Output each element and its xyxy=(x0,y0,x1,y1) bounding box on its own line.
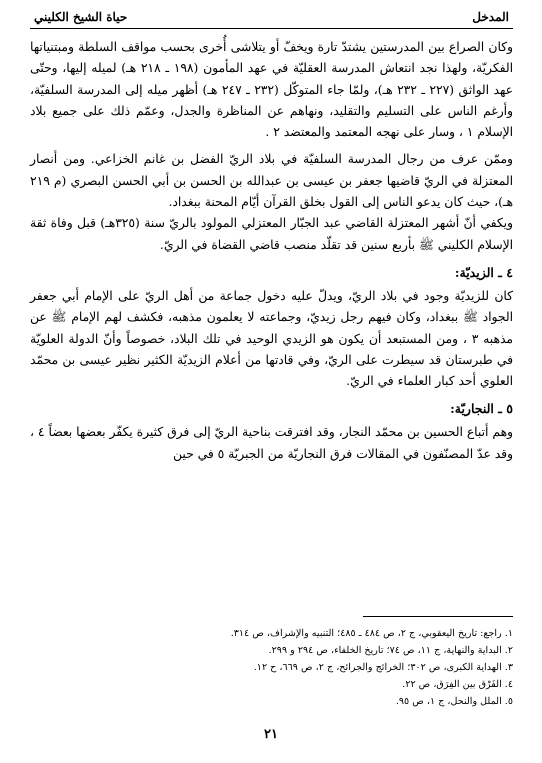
footnote: ٢. البداية والنهاية، ج ١١، ص ٧٤؛ تاريخ الخلفاء، ص ٢٩٤ و ٢٩٩. xyxy=(268,645,513,656)
footnote: ٣. الهداية الكبرى، ص ٣٠٢؛ الخرائج والجرائح، ج ٢، ص ٦٦٩، ح ١٢. xyxy=(253,662,513,673)
paragraph: وكان الصراع بين المدرستين يشتدّ تارة ويخفّ أو يتلاشى أُخرى بحسب مواقف السلطة ومبتنياتها الفكريّة، ولهذا نجد انتعاش المدرسة العقليّة في عهد المأمون (١٩٨ ـ ٢١٨ هـ) لميله إليها، وحتّى عهد الواثق (٢٢٧ ـ ٢٣٢ هـ)، ولمّا جاء المتوكّل (٢٣٢ ـ ٢٤٧ هـ) أظهر ميله إلى المدرسة السلفيّة، وأرغم الناس على التسليم والتقليد، ونهاهم عن المناظرة والجدل، وعمّم ذلك على جميع بلاد الإسلام ١ ، وسار على نهجه المعتمد والمعتضد ٢ . xyxy=(30,40,513,140)
section-heading-zaydiyya: ٤ ـ الزيديّة: xyxy=(454,264,513,280)
page-number: ٢١ xyxy=(264,727,278,742)
main-text xyxy=(30,37,513,465)
paragraph: وهم أتباع الحسين بن محمّد النجار، وقد افترقت بناحية الريّ إلى فرق كثيرة يكفّر بعضها بعضاً ٤ ، وقد عدّ المصنّفون في المقالات فرق النجاريّة من الجبريّة ٥ في حين xyxy=(30,425,513,461)
footnotes xyxy=(30,616,513,710)
footnote: ١. راجع: تاريخ اليعقوبي، ج ٢، ص ٤٨٤ ـ ٤٨٥؛ التنبيه والإشراف، ص ٣١٤. xyxy=(230,628,513,639)
footnote: ٤. الفَرْق بين الفِرَق، ص ٢٢. xyxy=(402,679,513,690)
header-book-title: حياة الشيخ الكليني xyxy=(34,10,128,24)
paragraph: ويكفي أنّ أشهر المعتزلة القاضي عبد الجبّار المعتزلي المولود بالريّ سنة (٣٢٥هـ) قبل وفاة ثقة الإسلام الكليني ﷺ بأربع سنين قد تقلّد منصب قاضي القضاة في الريّ. xyxy=(30,216,513,252)
paragraph: كان للزيديّة وجود في بلاد الريّ، ويدلّ عليه دخول جماعة من أهل الريّ على الإمام أبي جعفر الجواد ﷺ ببغداد، وكان فيهم رجل زيديّ، وجماعته لا يعلمون مذهبه، فكشف لهم الإمام ﷺ عن مذهبه ٣ ، ومن المستبعد أن يكون هو الزيدي الوحيد في تلك البلاد، خصوصاً وأنّ الدولة العلويّة في طبرستان قد سيطرت على الريّ، وفي قادتها من أعلام الزيديّة الكثير نظير عيسى بن محمّد العلوي أحد كبار العلماء في الريّ. xyxy=(30,288,513,389)
footnote: ٥. الملل والنحل، ج ١، ص ٩٥. xyxy=(395,696,513,707)
paragraph: وممّن عرف من رجال المدرسة السلفيّة في بلاد الريّ الفضل بن غانم الخزاعي. ومن أنصار المعتزلة في الريّ قاضيها جعفر بن عيسى بن عبدالله بن الحسن بن أبي الحسن البصري (م ٢١٩ هـ)، حيث كان يدعو الناس إلى القول بخلق القرآن أيّام المحنة ببغداد. xyxy=(30,152,513,210)
footnote-divider xyxy=(363,616,513,617)
section-heading-najjariyya: ٥ ـ النجاريّة: xyxy=(450,401,513,417)
header-section-title: المدخل xyxy=(472,10,509,24)
running-header xyxy=(30,6,513,29)
